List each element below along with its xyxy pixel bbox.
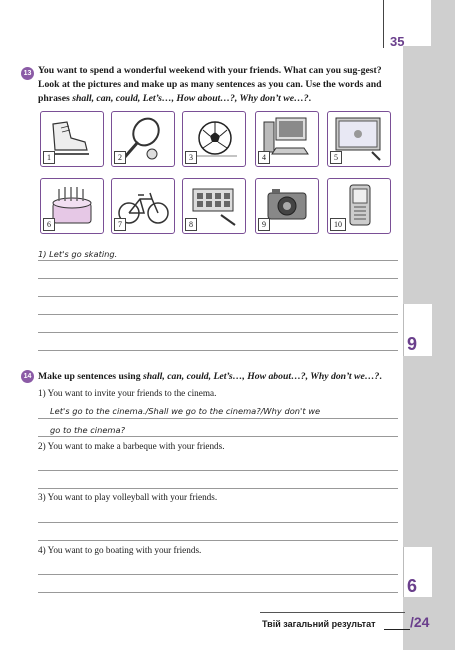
page-number: 35 bbox=[390, 34, 405, 49]
picture-5 bbox=[327, 111, 391, 167]
answer-line bbox=[38, 332, 398, 333]
picture-1-number: 1 bbox=[43, 151, 55, 164]
task-14-text: Make up sentences using bbox=[38, 371, 143, 382]
picture-9 bbox=[255, 178, 319, 234]
picture-10 bbox=[327, 178, 391, 234]
task-14-answer-1-line-2: go to the cinema? bbox=[50, 425, 126, 435]
answer-line bbox=[38, 418, 398, 419]
picture-8-number: 8 bbox=[185, 218, 197, 231]
task-13-text-end: . bbox=[308, 92, 311, 104]
picture-7 bbox=[111, 178, 175, 234]
answer-line bbox=[38, 436, 398, 437]
picture-9-number: 9 bbox=[258, 218, 270, 231]
picture-3-number: 3 bbox=[185, 151, 197, 164]
question-1: 1) You want to invite your friends to the cinema. bbox=[38, 388, 217, 398]
picture-6-number: 6 bbox=[43, 218, 55, 231]
task-14-score: 6 bbox=[407, 576, 418, 596]
answer-line bbox=[38, 260, 398, 261]
picture-2 bbox=[111, 111, 175, 167]
question-3: 3) You want to play volleyball with your friends. bbox=[38, 492, 218, 502]
picture-8 bbox=[182, 178, 246, 234]
page-number-divider bbox=[383, 0, 384, 48]
task-13-instructions bbox=[38, 64, 400, 105]
picture-2-number: 2 bbox=[114, 151, 126, 164]
task-14-answer-1-line-1: Let's go to the cinema./Shall we go to the cinema?/Why don't we bbox=[50, 406, 321, 416]
footer-divider bbox=[260, 612, 405, 613]
picture-4 bbox=[255, 111, 319, 167]
question-4: 4) You want to go boating with your friends. bbox=[38, 545, 202, 555]
task-13-phrases: shall, can, could, Let’s…, How about…?, Why don’t we…? bbox=[72, 92, 309, 104]
answer-line bbox=[38, 296, 398, 297]
picture-7-number: 7 bbox=[114, 218, 126, 231]
question-2: 2) You want to make a barbeque with your friends. bbox=[38, 441, 225, 451]
total-result-label: Твій загальний результат bbox=[262, 619, 376, 629]
answer-line bbox=[38, 540, 398, 541]
answer-line bbox=[38, 592, 398, 593]
total-score-max: /24 bbox=[410, 614, 430, 630]
picture-4-number: 4 bbox=[258, 151, 270, 164]
picture-3 bbox=[182, 111, 246, 167]
answer-line bbox=[38, 278, 398, 279]
answer-line bbox=[38, 314, 398, 315]
task-13-badge: 13 bbox=[21, 67, 34, 80]
answer-line bbox=[38, 488, 398, 489]
answer-line bbox=[38, 350, 398, 351]
task-14-phrases: shall, can, could, Let’s…, How about…?, Why don’t we…? bbox=[142, 371, 380, 382]
task-13-answer-1: 1) Let's go skating. bbox=[38, 249, 118, 259]
task-14-instructions bbox=[38, 370, 400, 384]
picture-10-number: 10 bbox=[330, 218, 346, 231]
answer-line bbox=[38, 470, 398, 471]
task-13-score: 9 bbox=[407, 334, 418, 354]
task-14-badge: 14 bbox=[21, 370, 34, 383]
answer-line bbox=[38, 522, 398, 523]
task-14-text-end: . bbox=[379, 371, 382, 382]
total-score-blank[interactable] bbox=[384, 629, 410, 630]
picture-1 bbox=[40, 111, 104, 167]
answer-line bbox=[38, 574, 398, 575]
picture-5-number: 5 bbox=[330, 151, 342, 164]
task-13-text: You want to spend a wonderful weekend with your friends. What can you sug-gest? Look at the pictures and make up as many sentences as you can. Use the words and phrases bbox=[38, 65, 382, 104]
picture-6 bbox=[40, 178, 104, 234]
side-margin-top bbox=[403, 0, 431, 46]
